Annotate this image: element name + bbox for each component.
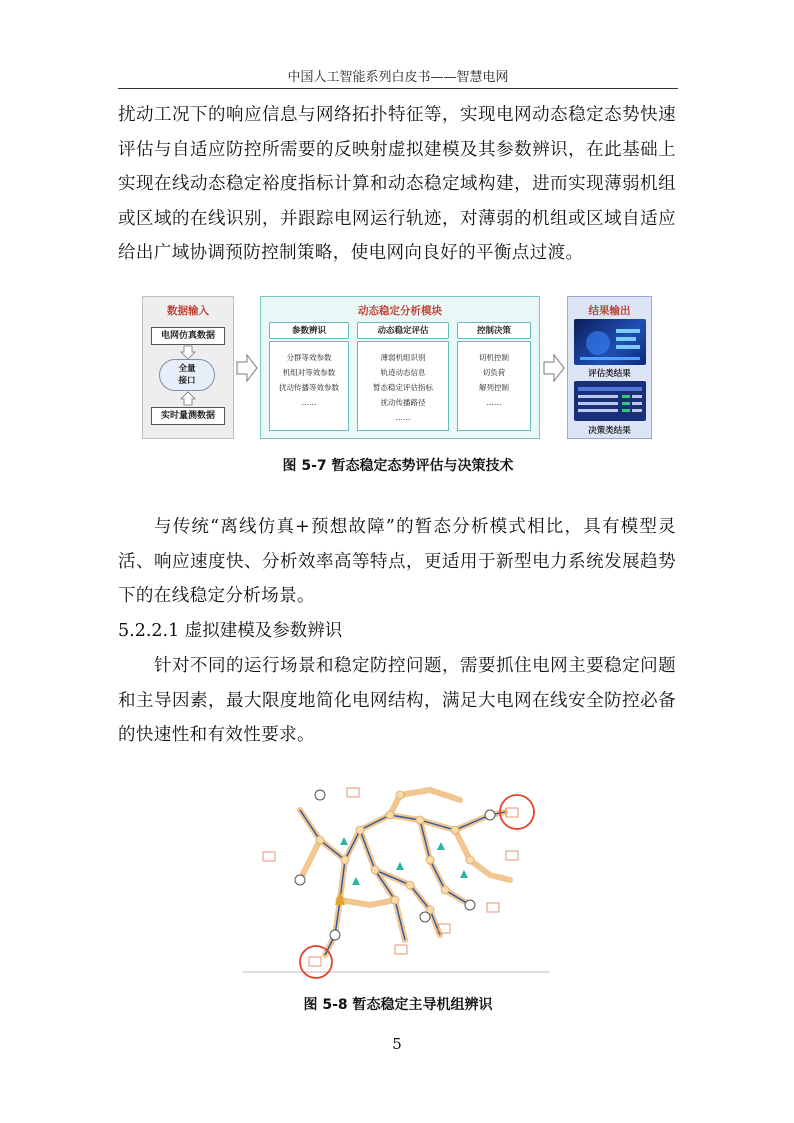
col-item: 轨迹动态信息 [380, 368, 426, 377]
col-item: …… [486, 398, 502, 407]
col-item: 切负荷 [482, 368, 506, 377]
col-item: 扰动传播等效参数 [279, 383, 339, 392]
col-item: 薄弱机组识别 [380, 353, 426, 362]
running-header: 中国人工智能系列白皮书——智慧电网 [287, 70, 509, 85]
decision-result-label: 决策类结果 [588, 426, 631, 436]
result-output-title: 结果输出 [588, 305, 631, 317]
generator-symbols [295, 790, 495, 940]
section-heading: 5.2.2.1 虚拟建模及参数辨识 [118, 621, 343, 641]
direction-arrow-icons [340, 837, 468, 885]
figure-5-7-caption: 图 5-7 暂态稳定态势评估与决策技术 [282, 458, 514, 474]
col-item: 分群等效参数 [286, 353, 332, 362]
col-title-control: 控制决策 [457, 322, 531, 339]
figure-5-8-caption: 图 5-8 暂态稳定主导机组辨识 [303, 997, 493, 1013]
network-lines [300, 790, 510, 955]
sim-data-box: 电网仿真数据 [151, 327, 225, 345]
highlight-circle-bottom-left [300, 946, 332, 978]
measured-data-box: 实时量测数据 [151, 407, 225, 425]
paragraph-2-text: 与传统“离线仿真+预想故障”的暂态分析模式相比，具有模型灵活、响应速度快、分析效率高等特点，更适用于新型电力系统发展趋势下的在线稳定分析场景。 [118, 517, 676, 606]
col-item: 扰动传播路径 [380, 398, 426, 407]
page-number: 5 [392, 1035, 402, 1053]
eval-result-label: 评估类结果 [588, 369, 631, 379]
col-item: 切机控制 [479, 353, 509, 362]
col-title-assess: 动态稳定评估 [357, 322, 449, 339]
col-item: …… [301, 398, 317, 407]
paragraph-3-text: 针对不同的运行场景和稳定防控问题，需要抓住电网主要稳定问题和主导因素，最大限度地简化电网结构，满足大电网在线安全防控必备的快速性和有效性要求。 [118, 656, 676, 745]
data-input-title: 数据输入 [167, 305, 209, 317]
analysis-title: 动态稳定分析模块 [358, 305, 442, 317]
col-item: …… [395, 413, 411, 422]
col-item: 机组对等效参数 [282, 368, 336, 377]
col-item: 暂态稳定评估指标 [373, 383, 433, 392]
col-title-param: 参数辨识 [269, 322, 349, 339]
paragraph-1-text: 扰动工况下的响应信息与网络拓扑特征等，实现电网动态稳定态势快速评估与自适应防控所需要的反映射虚拟建模及其参数辨识，在此基础上实现在线动态稳定裕度指标计算和动态稳定域构建，进而实现薄弱机组或区域的在线识别，并跟踪电网运行轨迹，对薄弱的机组或区域自适应给出广域协调预防控制策略，使电网向良好的平衡点过渡。 [118, 105, 676, 263]
hub-line-1: 全量 [178, 364, 196, 374]
hub-line-2: 接口 [178, 376, 196, 386]
col-item: 解列控制 [479, 383, 509, 392]
